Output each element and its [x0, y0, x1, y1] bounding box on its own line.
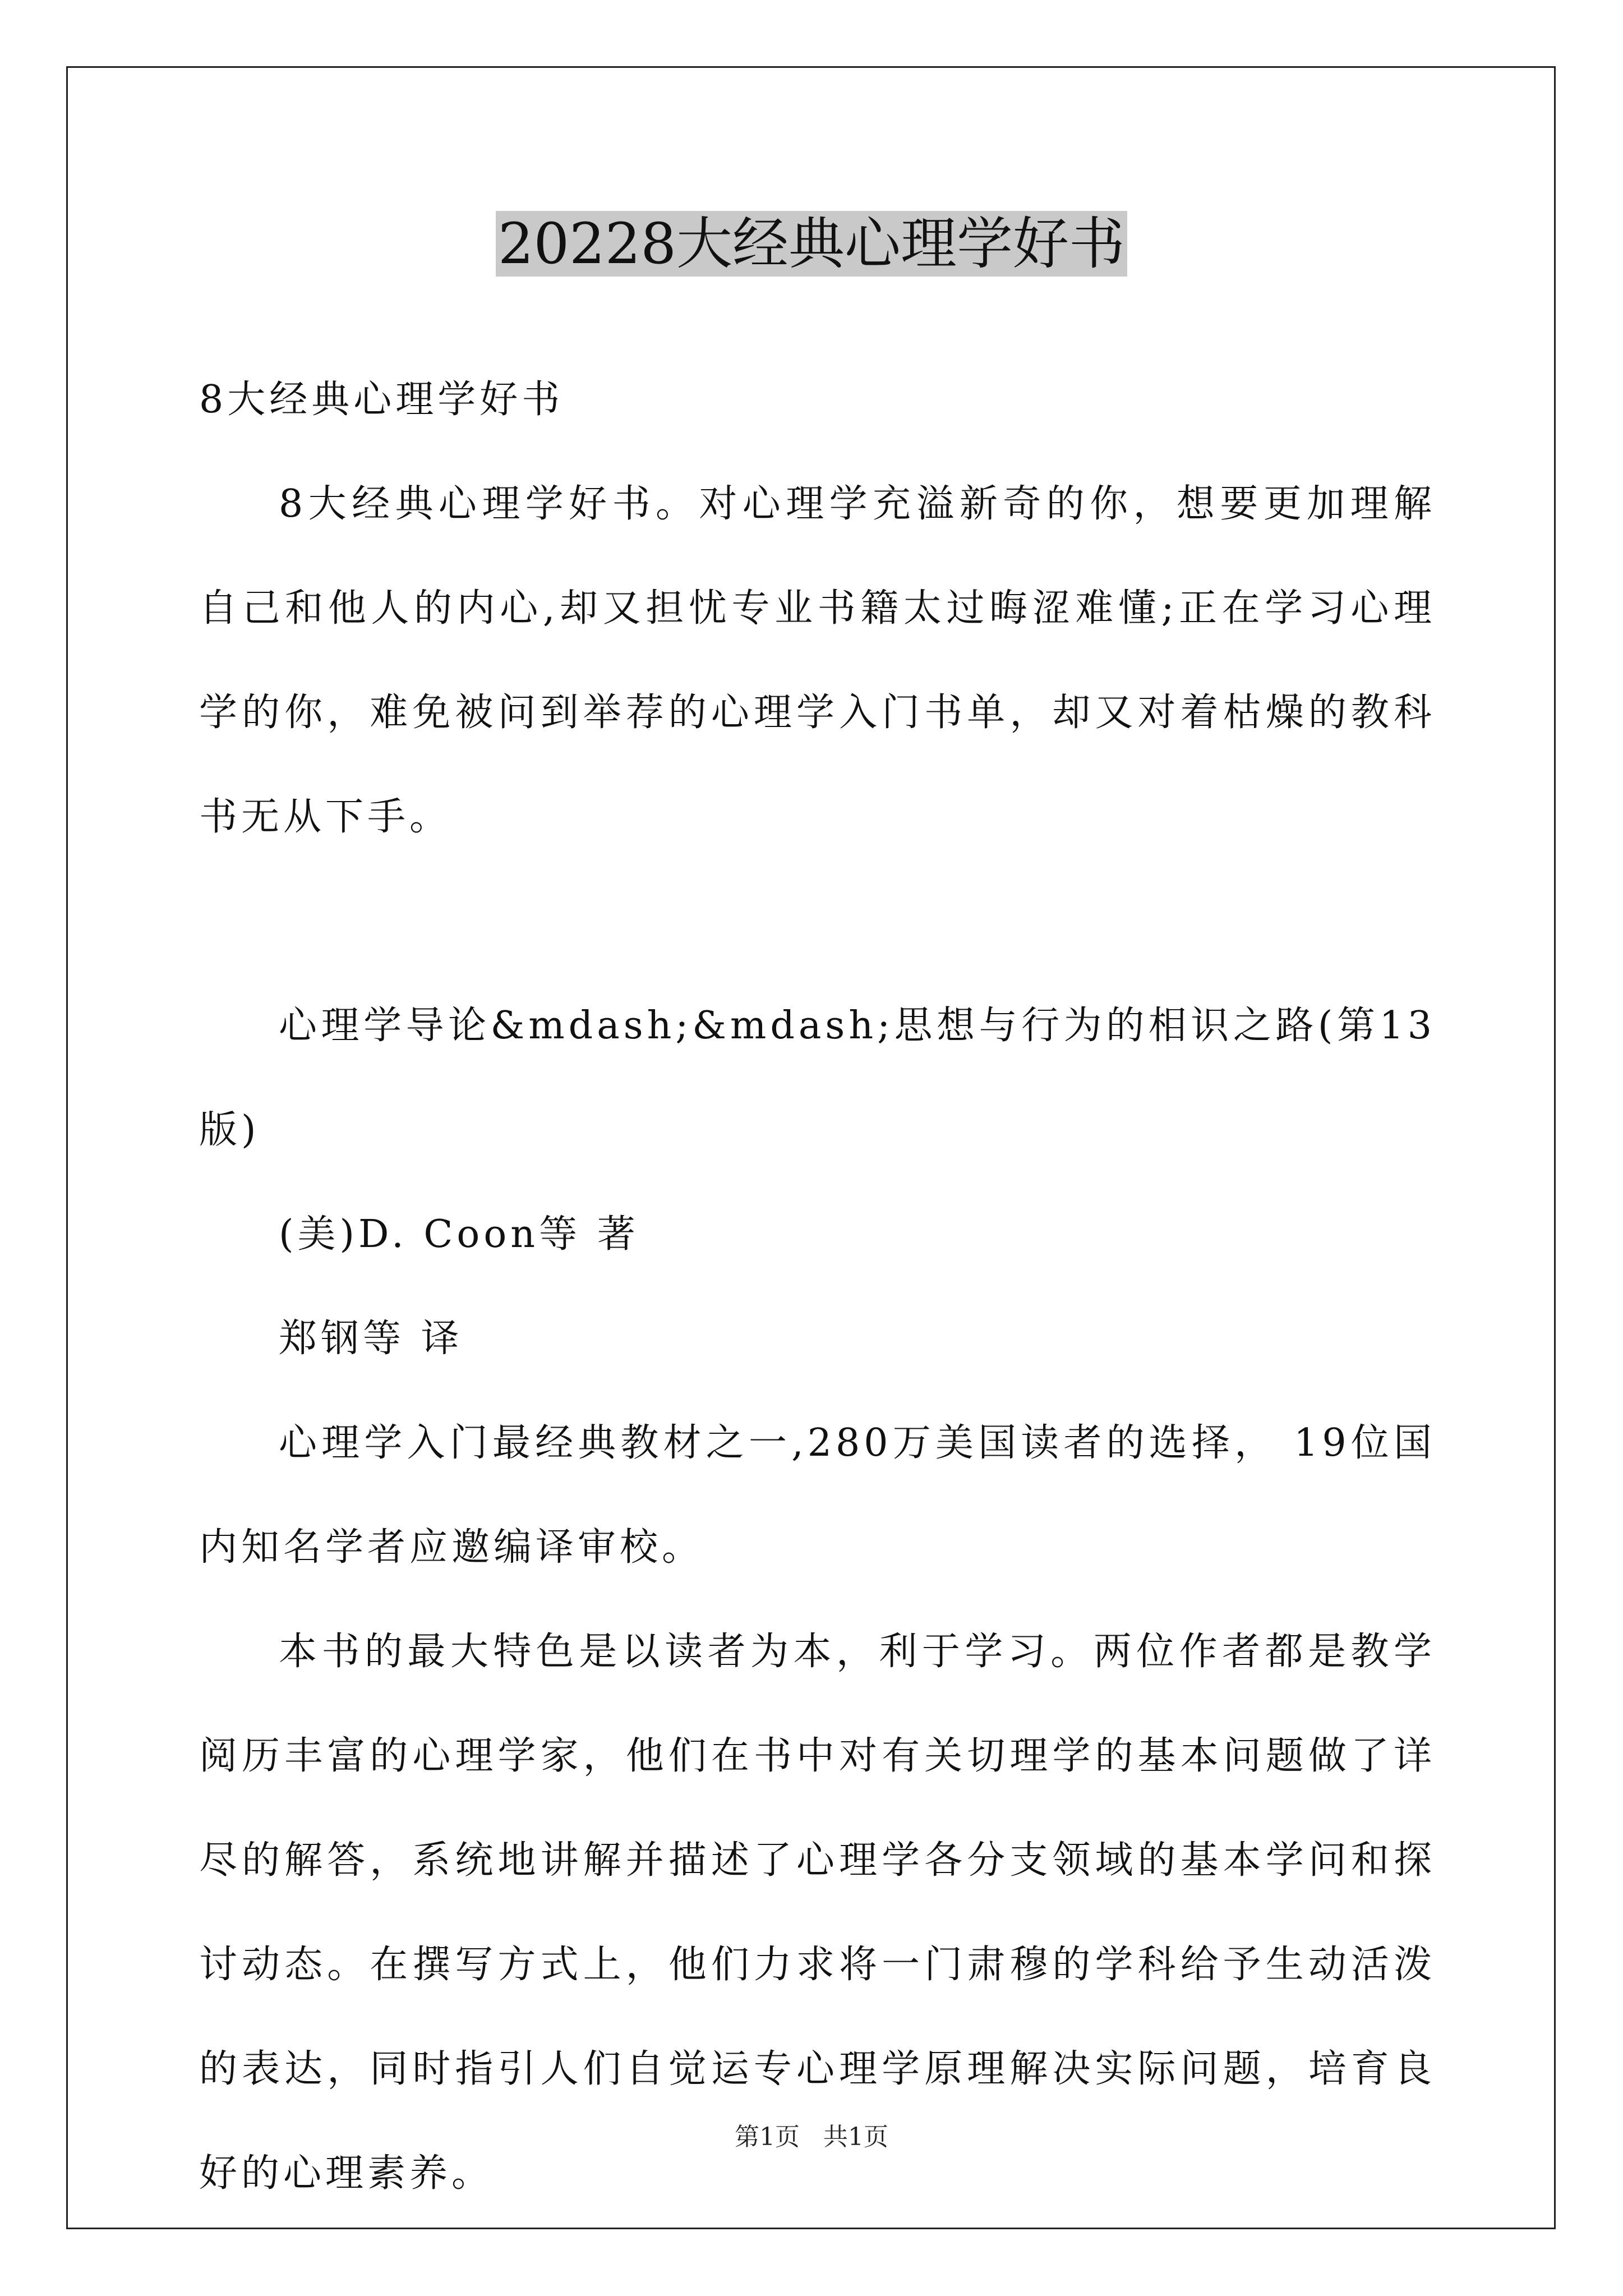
book-description-paragraph: 本书的最大特色是以读者为本，利于学习。两位作者都是教学阅历丰富的心理学家，他们在书中对有关切理学的基本问题做了详尽的解答，系统地讲解并描述了心理学各分支领域的基本学问和探讨动态。在撰写方式上，他们力求将一门肃穆的学科给予生动活泼的表达，同时指引人们自觉运专心理学原理解决实际问题，培育良好的心理素养。 — [199, 1630, 1436, 2196]
document-title — [0, 208, 1623, 280]
book-summary-paragraph: 心理学入门最经典教材之一,280万美国读者的选择， 19位国内知名学者应邀编译审校。 — [199, 1421, 1436, 1570]
document-subtitle: 8大经典心理学好书 — [199, 378, 564, 422]
intro-paragraph: 8大经典心理学好书。对心理学充溢新奇的你，想要更加理解自己和他人的内心,却又担忧专业书籍太过晦涩难懂;正在学习心理学的你，难免被问到举荐的心理学入门书单，却又对着枯燥的教科书无从下手。 — [199, 482, 1436, 839]
book-translator: 郑钢等 译 — [279, 1317, 463, 1361]
page-footer: 第1页 共1页 — [735, 2123, 888, 2151]
book-title: 心理学导论&mdash;&mdash;思想与行为的相识之路(第13版) — [199, 1004, 1436, 1152]
book-author: (美)D. Coon等 著 — [279, 1212, 639, 1257]
document-body — [199, 348, 1436, 2226]
document-title-text: 20228大经典心理学好书 — [496, 211, 1127, 277]
